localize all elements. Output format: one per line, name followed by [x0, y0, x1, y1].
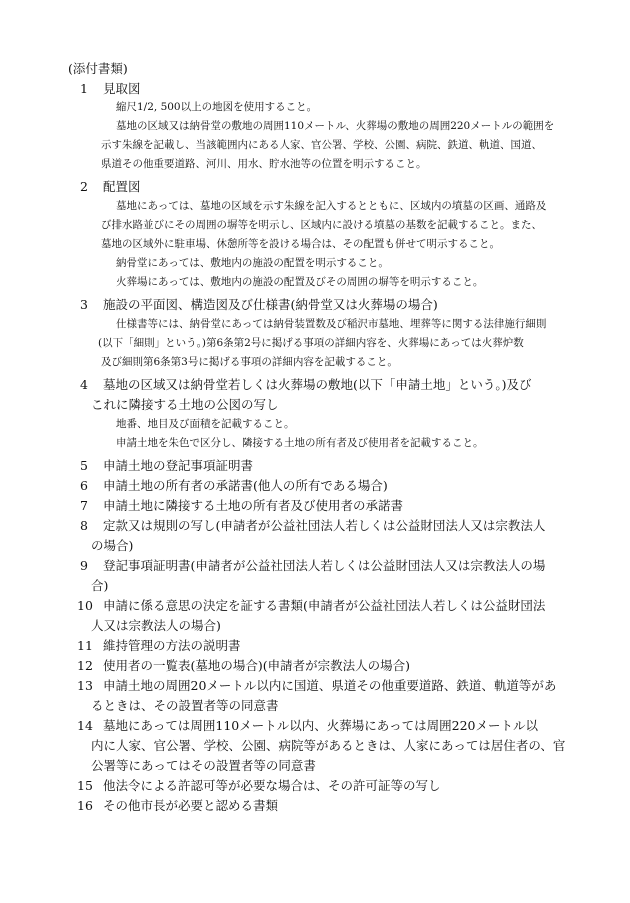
item-title: 定款又は規則の写し(申請者が公益社団法人若しくは公益財団法人又は宗教法人	[103, 518, 546, 533]
item-title: 使用者の一覧表(墓地の場合)(申請者が宗教法人の場合)	[103, 658, 411, 673]
item-title-continued: 人又は宗教法人の場合)	[91, 618, 221, 633]
item-number: 9	[80, 558, 88, 573]
item-title: その他市長が必要と認める書類	[103, 798, 279, 813]
item-number: 7	[80, 498, 88, 513]
item-number: 12	[77, 658, 93, 673]
item-title-continued: 内に人家、官公署、学校、公園、病院等があるときは、人家にあっては居住者の、官	[91, 738, 566, 753]
item-note: 火葬場にあっては、敷地内の施設の配置及びその周囲の塀等を明示すること。	[116, 276, 484, 288]
item-title: 申請土地の所有者の承諾書(他人の所有である場合)	[103, 478, 388, 493]
item-title-continued: これに隣接する土地の公図の写し	[91, 397, 279, 412]
item-note: 及び細則第6条第3号に掲げる事項の詳細内容を記載すること。	[101, 356, 398, 368]
item-title: 見取図	[103, 81, 141, 96]
item-title: 墓地の区域又は納骨堂若しくは火葬場の敷地(以下「申請土地」という。)及び	[103, 377, 532, 392]
item-title-continued: の場合)	[91, 538, 134, 553]
item-title: 維持管理の方法の説明書	[103, 638, 241, 653]
item-number: 2	[80, 179, 88, 194]
item-note: 地番、地目及び面積を記載すること。	[116, 418, 295, 430]
item-note: 墓地の区域外に駐車場、休憩所等を設ける場合は、その配置も併せて明示すること。	[101, 238, 500, 250]
item-title-continued: 公署等にあってはその設置者等の同意書	[91, 758, 316, 773]
item-number: 11	[77, 638, 93, 653]
item-note: 申請土地を朱色で区分し、隣接する土地の所有者及び使用者を記載すること。	[116, 437, 484, 449]
item-number: 3	[80, 297, 88, 312]
item-title: 配置図	[103, 179, 141, 194]
item-note: 墓地にあっては、墓地の区域を示す朱線を記入するとともに、区域内の墳墓の区画、通路及	[116, 200, 547, 212]
item-note: 縮尺1/2, 500以上の地図を使用すること。	[116, 101, 318, 113]
item-number: 15	[77, 778, 93, 793]
item-note: 墓地の区域又は納骨堂の敷地の周囲110メートル、火葬場の敷地の周囲220メートルの範囲を	[116, 120, 555, 132]
item-note: 県道その他重要道路、河川、用水、貯水池等の位置を明示すること。	[101, 158, 427, 170]
item-note: 示す朱線を記載し、当該範囲内にある人家、官公署、学校、公園、病院、鉄道、軌道、国道、	[101, 139, 542, 151]
item-number: 1	[80, 81, 88, 96]
item-note: び排水路並びにその周囲の塀等を明示し、区域内に設ける墳墓の基数を記載すること。また、	[101, 219, 542, 231]
attachments-heading: (添付書類)	[68, 61, 128, 76]
item-number: 16	[77, 798, 93, 813]
item-number: 6	[80, 478, 88, 493]
item-number: 8	[80, 518, 88, 533]
item-title: 申請土地の周囲20メートル以内に国道、県道その他重要道路、鉄道、軌道等があ	[103, 678, 557, 693]
item-note: (以下「細則」という。)第6条第2号に掲げる事項の詳細内容を、火葬場にあっては火葬炉数	[98, 337, 524, 349]
item-title: 申請に係る意思の決定を証する書類(申請者が公益社団法人若しくは公益財団法	[103, 598, 546, 613]
item-number: 5	[80, 458, 88, 473]
item-number: 14	[77, 718, 93, 733]
item-note: 仕様書等には、納骨堂にあっては納骨装置数及び稲沢市墓地、埋葬等に関する法律施行細則	[116, 318, 547, 330]
item-title: 施設の平面図、構造図及び仕様書(納骨堂又は火葬場の場合)	[103, 297, 438, 312]
item-title-continued: るときは、その設置者等の同意書	[91, 698, 279, 713]
item-number: 10	[77, 598, 93, 613]
item-title: 申請土地の登記事項証明書	[103, 458, 254, 473]
item-title: 登記事項証明書(申請者が公益社団法人若しくは公益財団法人又は宗教法人の場	[103, 558, 546, 573]
item-title: 墓地にあっては周囲110メートル以内、火葬場にあっては周囲220メートル以	[103, 718, 538, 733]
item-title: 申請土地に隣接する土地の所有者及び使用者の承諾書	[103, 498, 404, 513]
item-number: 13	[77, 678, 93, 693]
item-title: 他法令による許認可等が必要な場合は、その許可証等の写し	[103, 778, 441, 793]
item-note: 納骨堂にあっては、敷地内の施設の配置を明示すること。	[116, 257, 389, 269]
item-number: 4	[80, 377, 88, 392]
item-title-continued: 合)	[91, 578, 109, 593]
